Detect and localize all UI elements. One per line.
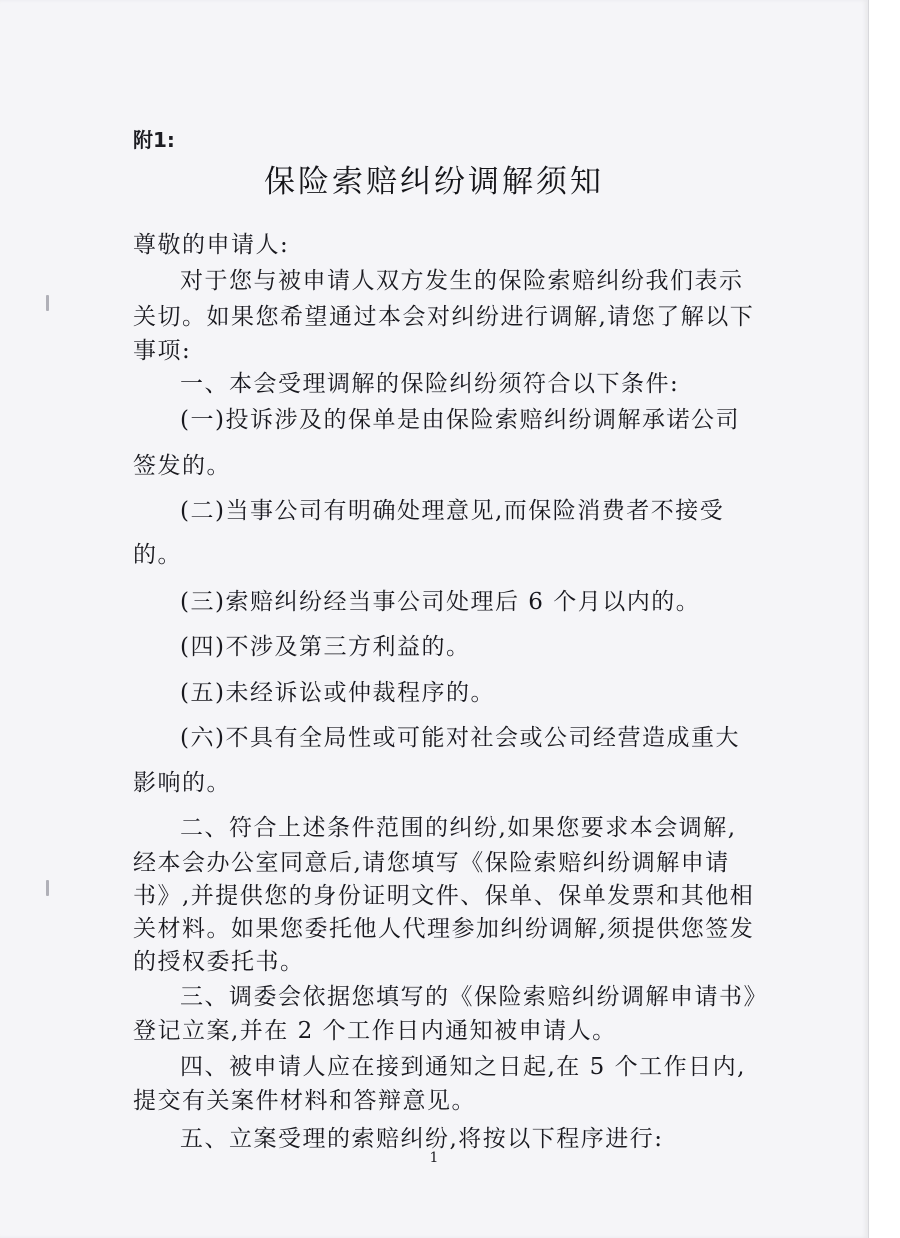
section-paragraph: 二、符合上述条件范围的纠纷,如果您要求本会调解, [180, 815, 737, 841]
paragraph-line: 的授权委托书。 [133, 949, 305, 975]
paragraph-line: 事项: [133, 338, 192, 364]
attachment-label: 附1: [133, 128, 175, 152]
section-heading: 一、本会受理调解的保险纠纷须符合以下条件: [180, 371, 680, 397]
condition-item: (六)不具有全局性或可能对社会或公司经营造成重大 [180, 725, 740, 751]
condition-item-cont: 签发的。 [133, 453, 231, 479]
salutation: 尊敬的申请人: [133, 232, 290, 258]
punch-hole-mark [46, 295, 49, 311]
condition-item: (二)当事公司有明确处理意见,而保险消费者不接受 [180, 498, 725, 524]
paragraph-line: 登记立案,并在 2 个工作日内通知被申请人。 [133, 1018, 617, 1044]
punch-hole-mark [46, 880, 49, 896]
paragraph-line: 关切。如果您希望通过本会对纠纷进行调解,请您了解以下 [133, 304, 755, 330]
section-paragraph: 四、被申请人应在接到通知之日起,在 5 个工作日内, [180, 1054, 746, 1080]
paragraph-line: 关材料。如果您委托他人代理参加纠纷调解,须提供您签发 [133, 916, 755, 942]
scan-margin [868, 0, 900, 1238]
condition-item-cont: 的。 [133, 542, 182, 568]
section-paragraph: 五、立案受理的索赔纠纷,将按以下程序进行: [180, 1126, 664, 1152]
condition-item: (三)索赔纠纷经当事公司处理后 6 个月以内的。 [180, 589, 701, 615]
paragraph-line: 提交有关案件材料和答辩意见。 [133, 1088, 476, 1114]
condition-item: (四)不涉及第三方利益的。 [180, 634, 471, 660]
page-number: 1 [429, 1150, 439, 1166]
condition-item: (一)投诉涉及的保单是由保险索赔纠纷调解承诺公司 [180, 407, 740, 433]
paragraph-line: 书》,并提供您的身份证明文件、保单、保单发票和其他相 [133, 883, 755, 909]
section-paragraph: 三、调委会依据您填写的《保险索赔纠纷调解申请书》 [180, 984, 768, 1010]
condition-item-cont: 影响的。 [133, 770, 231, 796]
document-title: 保险索赔纠纷调解须知 [264, 164, 604, 200]
paragraph-line: 对于您与被申请人双方发生的保险索赔纠纷我们表示 [180, 268, 744, 294]
condition-item: (五)未经诉讼或仲裁程序的。 [180, 680, 495, 706]
paragraph-line: 经本会办公室同意后,请您填写《保险索赔纠纷调解申请 [133, 850, 730, 876]
